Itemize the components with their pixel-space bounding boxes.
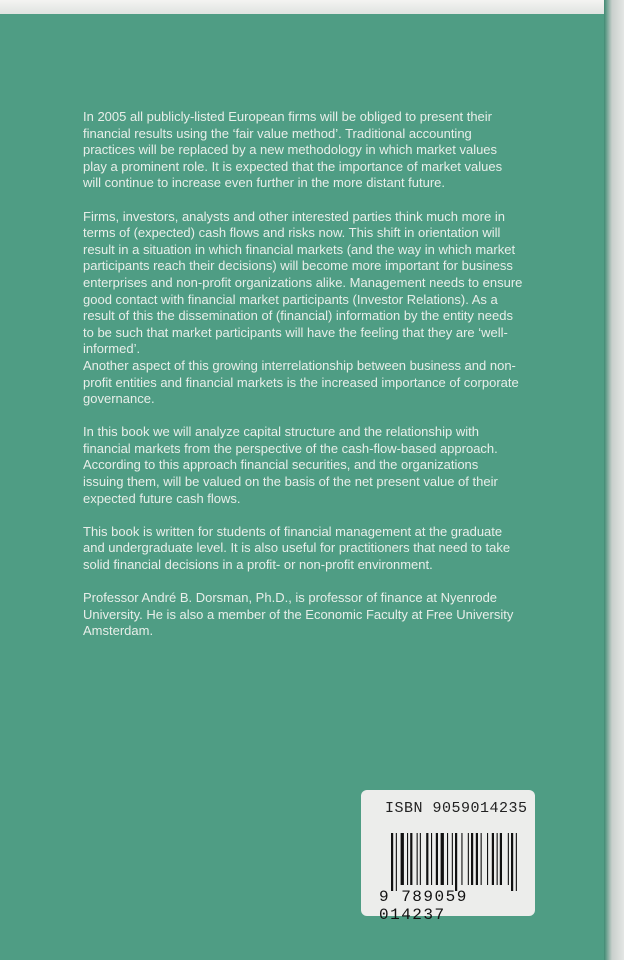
text-line: financial markets from the perspective of the cash-flow-based approach. <box>83 440 498 456</box>
barcode-bar <box>431 833 432 885</box>
text-line: good contact with financial market participants (Investor Relations). As a <box>83 291 498 307</box>
text-line: to be such that market participants will have the feeling that they are ‘well- <box>83 324 508 340</box>
text-line: financial results using the ‘fair value method’. Traditional accounting <box>83 125 472 141</box>
barcode-bar <box>468 833 469 885</box>
text-line: result of this the dissemination of (financial) information by the entity needs <box>83 308 513 324</box>
barcode-bar <box>455 833 457 891</box>
barcode-bar <box>516 833 517 891</box>
barcode-icon <box>391 833 531 891</box>
barcode-bar <box>492 833 494 885</box>
barcode-bar <box>487 833 488 885</box>
barcode-bar <box>441 833 444 885</box>
text-line: This book is written for students of financial management at the graduate <box>83 523 503 539</box>
paragraph <box>83 590 553 640</box>
barcode-bar <box>511 833 513 891</box>
text-line: According to this approach financial securities, and the organizations <box>83 457 479 473</box>
barcode-bar <box>426 833 428 885</box>
text-line: play a prominent role. It is expected that the importance of market values <box>83 158 503 174</box>
barcode-bar <box>447 833 448 885</box>
paragraph <box>83 358 553 408</box>
text-line: In 2005 all publicly-listed European firms will be obliged to present their <box>83 109 492 124</box>
text-line: solid financial decisions in a profit- or non-profit environment. <box>83 557 433 573</box>
paragraph <box>83 424 553 507</box>
text-line: enterprises and non-profit organizations alike. Management needs to ensure <box>83 274 523 290</box>
barcode-bar <box>417 833 418 885</box>
barcode-bar <box>471 833 473 885</box>
barcode-bar <box>436 833 438 885</box>
barcode-bar <box>452 833 453 885</box>
barcode-bar <box>500 833 502 885</box>
barcode-bar <box>396 833 397 891</box>
barcode-bar <box>508 833 509 885</box>
blurb-text <box>83 109 553 657</box>
barcode-bar <box>391 833 393 891</box>
text-line: informed’. <box>83 341 141 357</box>
text-line: participants reach their decisions) will become more important for business <box>83 258 513 274</box>
paragraph <box>83 524 553 574</box>
text-line: Another aspect of this growing interrelationship between business and non- <box>83 357 516 373</box>
text-line: Amsterdam. <box>83 623 154 639</box>
barcode-bar <box>420 833 421 885</box>
text-line: result in a situation in which financial markets (and the way in which market <box>83 241 516 257</box>
barcode-bar <box>481 833 482 885</box>
isbn-number: ISBN 9059014235 <box>385 800 528 817</box>
text-line: issuing them, will be valued on the basis of the net present value of their <box>83 474 498 490</box>
top-edge <box>0 0 604 14</box>
barcode-bar <box>476 833 478 885</box>
text-line: In this book we will analyze capital structure and the relationship with <box>83 424 479 440</box>
barcode-bar <box>461 833 462 885</box>
text-line: will continue to increase even further in the more distant future. <box>83 175 446 191</box>
barcode-bar <box>497 833 498 885</box>
barcode-label <box>361 790 535 924</box>
text-line: Professor André B. Dorsman, Ph.D., is professor of finance at Nyenrode <box>83 590 498 606</box>
spine-edge <box>604 0 624 960</box>
text-line: and undergraduate level. It is also useful for practitioners that need to take <box>83 540 511 556</box>
text-line: Firms, investors, analysts and other interested parties think much more in <box>83 208 505 224</box>
text-line: governance. <box>83 391 155 407</box>
barcode-bar <box>410 833 412 885</box>
text-line: expected future cash flows. <box>83 490 241 506</box>
text-line: University. He is also a member of the Economic Faculty at Free University <box>83 606 514 622</box>
text-line: profit entities and financial markets is the increased importance of corporate <box>83 374 519 390</box>
barcode-bar <box>401 833 404 885</box>
ean-number: 9 789059 014237 <box>379 888 468 924</box>
paragraph <box>83 209 553 358</box>
barcode-bar <box>407 833 408 885</box>
text-line: terms of (expected) cash flows and risks now. This shift in orientation will <box>83 225 501 241</box>
text-line: practices will be replaced by a new methodology in which market values <box>83 142 498 158</box>
paragraph <box>83 109 553 192</box>
